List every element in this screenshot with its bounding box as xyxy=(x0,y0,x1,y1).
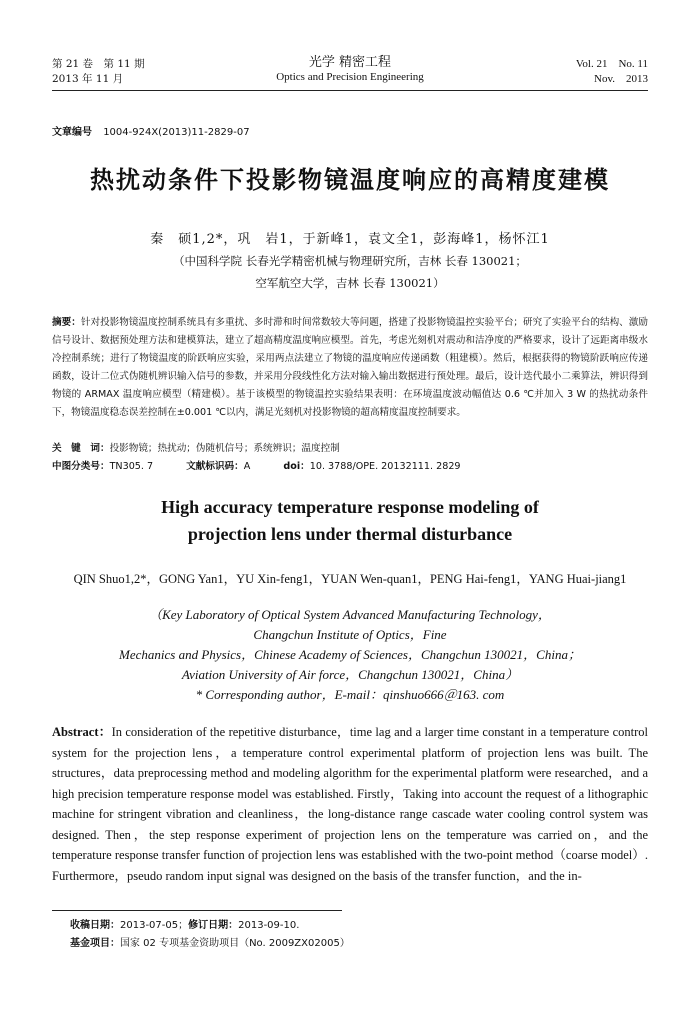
en-authors: QIN Shuo1,2*，GONG Yan1，YU Xin-feng1，YUAN Wen-quan1，PENG Hai-feng1，YANG Huai-jiang1 xyxy=(73,572,627,586)
en-affiliation-3: Mechanics and Physics，Chinese Academy of Sciences，Changchun 130021，China； xyxy=(119,647,581,662)
doi-label: doi： xyxy=(283,461,310,472)
footnote-fund xyxy=(70,936,350,952)
clc-label: 中图分类号： xyxy=(52,461,110,472)
header-rule xyxy=(52,90,648,91)
cn-title: 热扰动条件下投影物镜温度响应的高精度建模 xyxy=(90,166,610,194)
corresponding-author: * Corresponding author，E-mail：qinshuo666＠163. com xyxy=(195,687,505,702)
en-title-line-2: projection lens under thermal disturbance xyxy=(187,524,513,544)
clc-value: TN305. 7 xyxy=(109,461,154,472)
cn-keywords-text: 投影物镜；热扰动；伪随机信号；系统辨识；温度控制 xyxy=(109,443,340,454)
doc-code-label: 文献标识码： xyxy=(186,461,244,472)
cn-keywords xyxy=(52,440,340,458)
cn-keywords-label: 关 键 词： xyxy=(52,443,110,454)
en-abstract xyxy=(52,722,648,886)
en-abstract-text: In consideration of the repetitive disturbance，time lag and a larger time constant in a temperature control system for the projection lens，a temperature control experimental platform of projection lens was built. The structures，data preprocessing method and modeling algorithm for the experimental platform were researched，and a high precision temperature response model was established. Firstly，Taking into account the request of a lithographic machine for stringent vibration and cleanliness，the long-distance range cascade water cooling control system was designed. Then，the step response experiment of projection lens on the temperature was carried on，and the temperature response transfer function of projection lens was established with the two-point method（coarse model）. Furthermore，pseudo random input signal was designed on the basis of the transfer function，and the in- xyxy=(52,725,649,883)
issue-date: 2013 年 11 月 xyxy=(52,73,124,85)
classification-line xyxy=(52,458,461,476)
doc-code-value: A xyxy=(243,461,251,472)
fund-text: 国家 02 专项基金资助项目（No. 2009ZX02005） xyxy=(120,938,350,949)
cn-abstract xyxy=(52,314,648,422)
fund-label: 基金项目： xyxy=(70,938,120,949)
revised-date: 2013-09-10. xyxy=(238,920,300,931)
cn-affiliation-1: （中国科学院 长春光学精密机械与物理研究所，吉林 长春 130021； xyxy=(173,254,527,268)
en-affiliation-1: （Key Laboratory of Optical System Advanced Manufacturing Technology， xyxy=(149,607,551,622)
journal-name-en: Optics and Precision Engineering xyxy=(276,71,424,83)
cn-abstract-text: 针对投影物镜温度控制系统具有多重扰、多时滞和时间常数较大等问题，搭建了投影物镜温控实验平台；研究了实验平台的结构、激励信号设计、数据预处理方法和建模算法，建立了超高精度温度响应模型。首先，考虑光刻机对震动和洁净度的严格要求，设计了远距离串级水冷控制系统；进行了物镜温度的阶跃响应实验，采用两点法建立了物镜的温度响应传递函数（粗建模）。然后，根据获得的物镜阶跃响应传递函数，设计二位式伪随机辨识输入信号的参数，并采用分段线性化方法对输入输出数据进行预处理。最后，设计迭代最小二乘算法，辨识得到物镜的 ARMAX 温度响应模型（精建模）。基于该模型的物镜温控实验结果表明：在环境温度波动幅值达 0.6 ℃并加入 3 W 的热扰动条件下，物镜温度稳态误差控制在±0.001 ℃以内，满足光刻机对投影物镜的超高精度温度控制要求。 xyxy=(52,317,649,418)
vol-no-en: Vol. 21 No. 11 xyxy=(575,58,648,70)
journal-volume-en xyxy=(576,57,648,87)
cn-abstract-label: 摘要： xyxy=(52,317,81,328)
received-date: 2013-07-05； xyxy=(120,920,189,931)
journal-name-cn: 光学 精密工程 xyxy=(308,55,392,70)
received-label: 收稿日期： xyxy=(70,920,120,931)
article-number-value: 1004-924X(2013)11-2829-07 xyxy=(103,127,250,138)
revised-label: 修订日期： xyxy=(188,920,239,931)
en-abstract-label: Abstract： xyxy=(52,725,112,739)
en-title-line-1: High accuracy temperature response modeling of xyxy=(161,497,539,517)
doi-value: 10. 3788/OPE. 20132111. 2829 xyxy=(309,461,461,472)
cn-affiliation-2: 空军航空大学，吉林 长春 130021） xyxy=(255,276,445,290)
en-affiliation-2: Changchun Institute of Optics，Fine xyxy=(253,627,447,642)
article-number xyxy=(52,123,250,138)
cn-authors: 秦 硕1,2*，巩 岩1，于新峰1，袁文全1，彭海峰1，杨怀江1 xyxy=(150,232,550,247)
footnote-dates xyxy=(70,918,299,934)
en-affiliation-4: Aviation University of Air force，Changchun 130021，China） xyxy=(181,667,519,682)
issue-date-en: Nov. 2013 xyxy=(594,73,648,85)
footnote-rule xyxy=(52,910,342,911)
article-number-label: 文章编号 xyxy=(52,127,92,138)
volume-issue: 第 21 卷 第 11 期 xyxy=(52,58,145,70)
